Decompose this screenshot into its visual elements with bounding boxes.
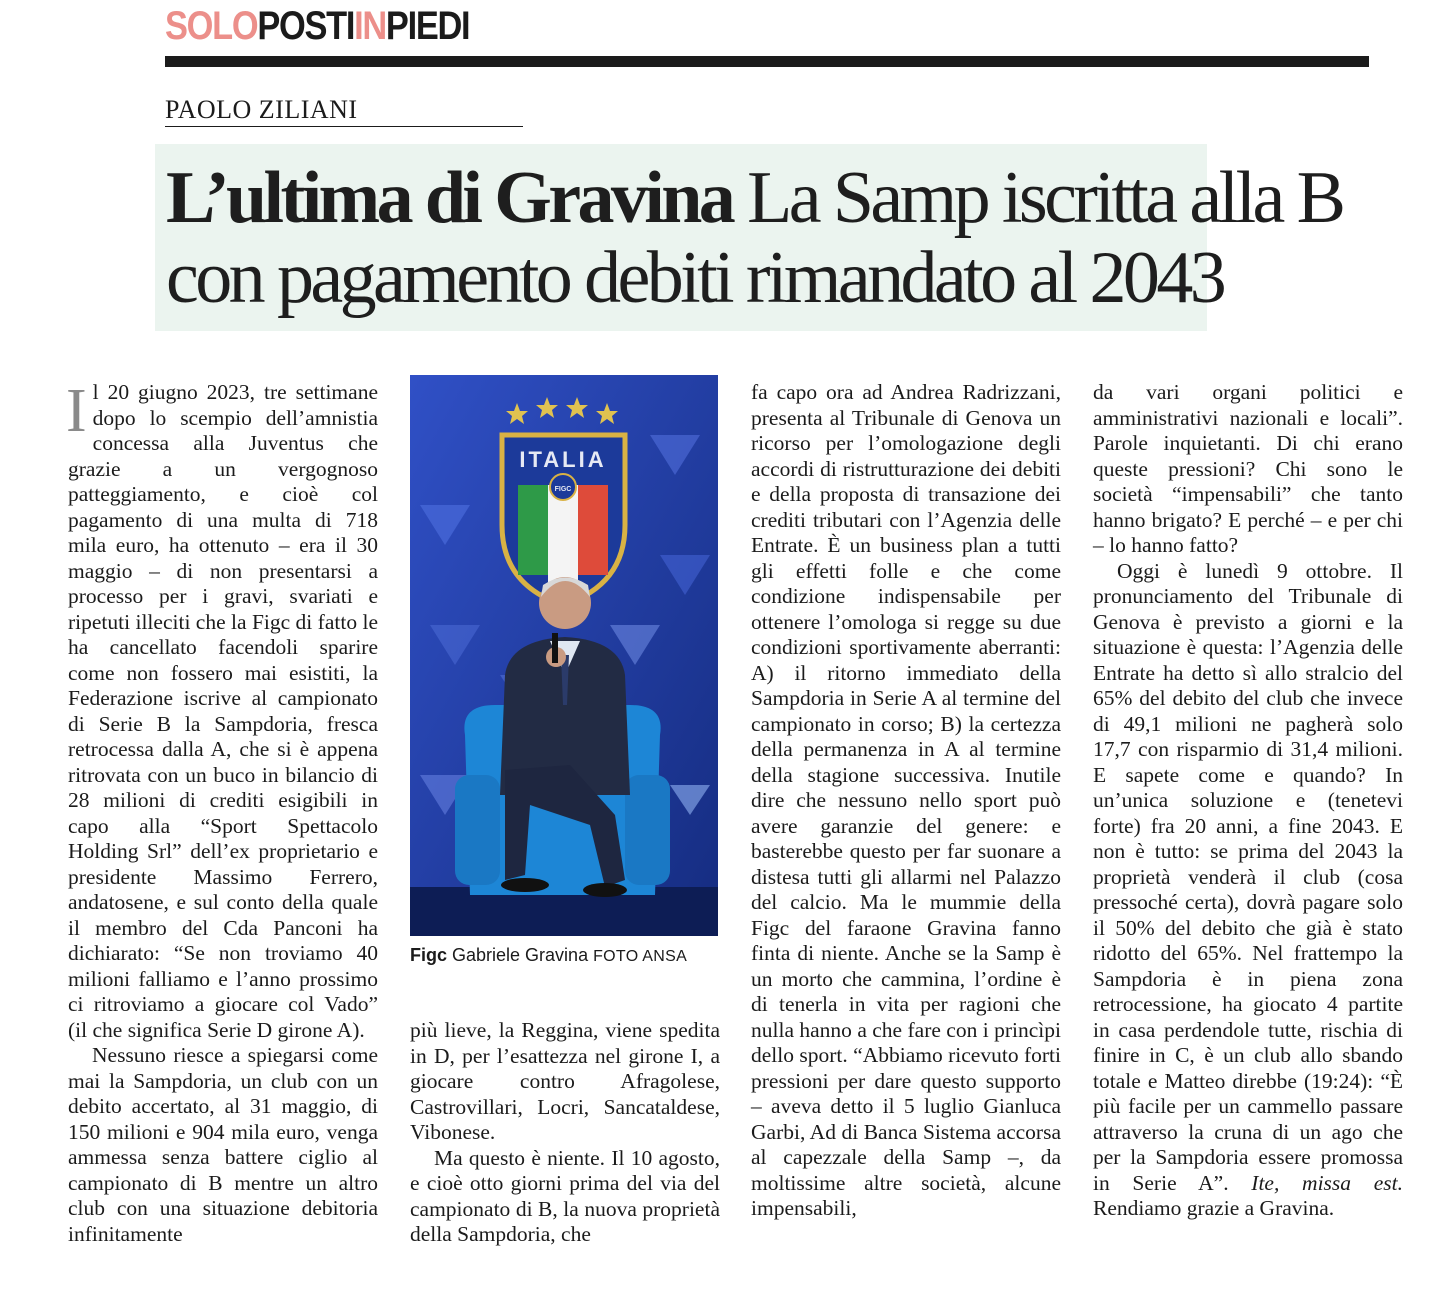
article-photo [410,375,718,936]
article-column-3 [751,380,1061,1222]
rubric-part-solo: SOLO [165,4,258,48]
latin-phrase: Ite, missa est. [1251,1170,1404,1195]
svg-text:ITALIA: ITALIA [519,447,607,472]
headline-bold: L’ultima di Gravina [166,157,733,239]
paragraph: più lieve, la Reggina, viene spedita in D, per l’esattezza nel girone I, a giocare contro Afragolese, Castrovillari, Locri, Sancataldese, Vibonese. [410,1018,720,1144]
headline-line2: con pagamento debiti rimandato al 2043 [166,237,1224,319]
paragraph [1093,559,1403,1222]
section-rubric [165,4,469,48]
section-rule [165,56,1369,67]
byline-rule [165,126,523,127]
paragraph-text: Oggi è lunedì 9 ottobre. Il pronunciamento del Tribunale di Genova è previsto a giorni e la situazione è questa: l’Agenzia delle Entrate ha detto sì allo stralcio del 65% del debito del club che invece di 49,1 milioni ne pagherà solo 17,7 con risparmio di 31,4 milioni. E sapete come e quando? In un’unica soluzione e (tenetevi forte) fra 20 anni, a fine 2043. E non è tutto: se prima del 2043 la proprietà venderà il club (cosa pressoché certa), dovrà pagare solo il 50% del debito che già è stato ridotto del 65%. Nel frattempo la Sampdoria è in piena zona retrocessione, ha giocato 4 partite in casa perdendole tutte, rischia di finire in C, è un club allo sbando totale e Matteo direbbe (19:24): “È più facile per un cammello passare attraverso la cruna di un ago che per la Sampdoria essere promossa in Serie A”. [1093,558,1403,1195]
caption-bold: Figc [410,945,448,965]
headline [166,157,1343,319]
photo-illustration [410,375,718,936]
caption-credit: FOTO ANSA [593,948,688,965]
paragraph: Ma questo è niente. Il 10 agosto, e cioè otto giorni prima del via del campionato di B, la nuova proprietà della Sampdoria, che [410,1145,720,1246]
rubric-part-posti: POSTI [257,4,355,48]
closing-text: Rendiamo grazie a Gravina. [1093,1196,1335,1220]
photo-caption [410,944,687,968]
rubric-part-piedi: PIEDI [385,4,470,48]
paragraph-text: l 20 giugno 2023, tre settimane dopo lo scempio dell’amnistia concessa alla Juventus che grazie a un vergognoso patteggiamento, e cioè col pagamento di una multa di 718 mila euro, ha ottenuto – era il 30 maggio – di non presentarsi a processo per i gravi, svariati e ripetuti illeciti che la Figc di fatto le ha cancellato facendoli sparire come non fossero mai esistiti, la Federazione iscrive al campionato di Serie B la Sampdoria, fresca retrocessa dalla A, che si è appena ritrovata con un buco in bilancio di 28 milioni di crediti esigibili in capo alla “Sport Spettacolo Holding Srl” dell’ex proprietario e presidente Massimo Ferrero, andatosene, e sul conto della quale il membro del Cda Panconi ha dichiarato: “Se non troviamo 40 milioni falliamo e l’anno prossimo ci ritroviamo a giocare col Vado” (il che significa Serie D girone A). [68,380,378,1042]
svg-text:FIGC: FIGC [554,486,572,493]
author-byline: PAOLO ZILIANI [165,95,358,124]
caption-text: Gabriele Gravina [447,945,594,965]
paragraph [66,377,378,1043]
headline-rest: La Samp iscritta alla B [732,157,1343,239]
drop-cap: I [66,377,87,445]
paragraph: fa capo ora ad Andrea Radrizzani, presenta al Tribunale di Genova un ricorso per l’omologazione degli accordi di ristrutturazione dei debiti e della proposta di transazione dei crediti tributari con l’Agenzia delle Entrate. È un business plan a tutti gli effetti folle e che come condizione indispensabile per ottenere l’omologa si regge su due condizioni sportivamente aberranti: A) il ritorno immediato della Sampdoria in Serie A al termine del campionato in corso; B) la certezza della permanenza in A al termine della stagione successiva. Inutile dire che nessuno nello sport può avere garanzie del genere: e basterebbe questo per far suonare a distesa tutti gli allarmi nel Palazzo del calcio. Ma le mummie della Figc del faraone Gravina fanno finta di niente. Anche se la Samp è un morto che cammina, l’ordine è di tenerla in vita per ragioni che nulla hanno a che fare con i princìpi dello sport. “Abbiamo ricevuto forti pressioni per dare questo supporto – aveva detto il 5 luglio Gianluca Garbi, Ad di Banca Sistema accorsa al capezzale della Samp –, da moltissime altre società, alcune impensabili, [751,380,1061,1220]
article-column-4 [1093,380,1403,1222]
rubric-part-in: IN [354,4,386,48]
article-column-1 [66,377,378,1247]
paragraph: da vari organi politici e amministrativi nazionali e locali”. Parole inquietanti. Di chi erano queste pressioni? Chi sono le società “impensabili” che tanto hanno brigato? E perché – e per chi – lo hanno fatto? [1093,380,1403,557]
article-column-2 [410,1018,720,1248]
paragraph: Nessuno riesce a spiegarsi come mai la Sampdoria, un club con un debito accertato, al 31 maggio, di 150 milioni e 904 mila euro, venga ammessa senza battere ciglio al campionato di B mentre un altro club con una situazione debitoria infinitamente [68,1043,378,1246]
